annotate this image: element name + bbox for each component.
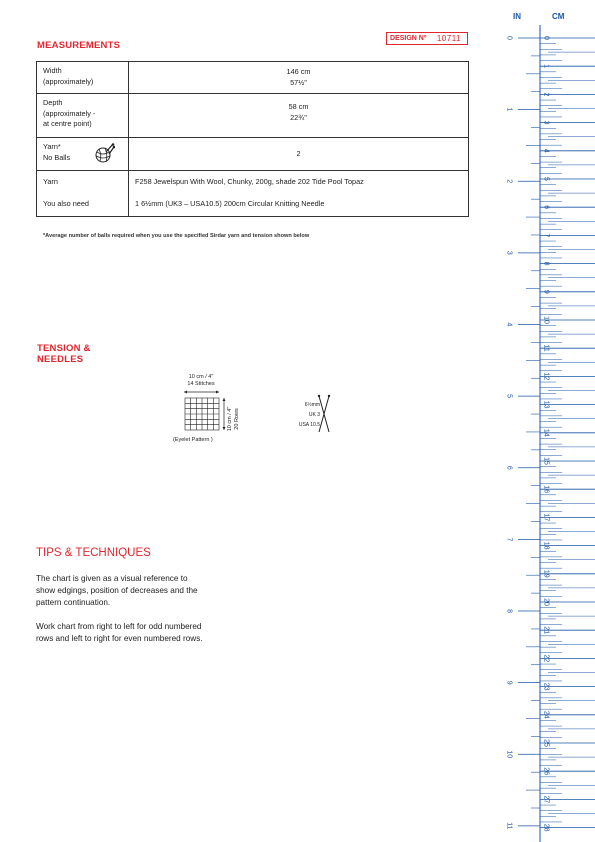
inch-tick-label: 2 <box>505 179 513 184</box>
yarn-footnote: *Average number of balls required when you use the specified Sirdar yarn and tension shown below <box>43 233 310 239</box>
inch-tick-label: 6 <box>505 465 513 470</box>
cm-tick-label: 26 <box>542 767 550 776</box>
cm-tick-label: 23 <box>542 682 550 691</box>
depth-label-line: at centre point) <box>43 119 92 129</box>
cm-tick-label: 17 <box>542 513 550 522</box>
width-label <box>37 62 129 94</box>
measurements-table <box>36 61 469 217</box>
needle-size-uk: UK 3 <box>308 412 320 418</box>
tips-paragraph: The chart is given as a visual reference to show edgings, position of decreases and the pattern continuation. <box>36 574 198 607</box>
cm-tick-label: 11 <box>542 344 550 352</box>
table-row-depth <box>37 94 469 138</box>
depth-value-in: 22¾" <box>290 112 307 122</box>
cm-tick-label: 13 <box>542 400 550 409</box>
cm-tick-label: 24 <box>542 710 550 719</box>
cm-tick-label: 7 <box>542 233 550 238</box>
inch-tick-label: 3 <box>505 250 513 255</box>
inch-tick-label: 0 <box>505 36 513 40</box>
cm-tick-label: 0 <box>542 36 550 40</box>
tension-width-line: 14 Stitches <box>187 381 215 387</box>
tips-paragraph: Work chart from right to left for odd numbered rows and left to right for even numbered rows. <box>36 622 203 643</box>
inch-tick-label: 11 <box>505 822 513 830</box>
yarn-details-value <box>129 171 469 217</box>
cm-tick-label: 21 <box>542 626 550 635</box>
tension-width-line: 10 cm / 4" <box>188 374 214 380</box>
depth-value <box>129 94 469 138</box>
depth-value-cm: 58 cm <box>288 102 309 111</box>
tension-square-diagram <box>183 389 231 435</box>
yarn-balls-label-line: No Balls <box>43 152 71 162</box>
design-label: DESIGN Nº <box>390 35 427 42</box>
inch-tick-label: 9 <box>505 680 513 685</box>
tension-title <box>37 343 91 365</box>
tension-pattern-label: (Eyelet Pattern ) <box>173 437 213 443</box>
needle-size-usa: USA 10.5 <box>298 422 320 428</box>
cm-tick-label: 4 <box>542 148 550 153</box>
cm-tick-label: 3 <box>542 120 550 125</box>
cm-tick-label: 28 <box>542 823 550 832</box>
tension-width-label <box>178 374 224 388</box>
yarn-ball-icon <box>93 143 115 163</box>
tension-height-label <box>227 401 241 437</box>
tension-title-line: NEEDLES <box>37 354 84 365</box>
tips-title: TIPS & TECHNIQUES <box>36 547 151 559</box>
cm-tick-label: 9 <box>542 289 550 294</box>
yarn-details-label <box>37 171 129 217</box>
inch-tick-label: 5 <box>505 394 513 399</box>
tension-height-line: 20 Rows <box>234 408 240 430</box>
cm-tick-label: 10 <box>542 316 550 324</box>
width-value-in: 57½" <box>290 77 307 87</box>
tension-height-line: 10 cm / 4" <box>227 406 233 432</box>
inch-tick-label: 10 <box>505 750 513 759</box>
depth-label-line: (approximately - <box>43 108 96 118</box>
table-row-width <box>37 62 469 94</box>
design-number: 10711 <box>436 34 461 43</box>
cm-tick-label: 2 <box>542 92 550 97</box>
measurements-title: MEASUREMENTS <box>37 40 121 51</box>
cm-tick-label: 8 <box>542 261 550 266</box>
knitting-needles-icon <box>316 394 332 434</box>
width-label-line: (approximately) <box>43 76 94 86</box>
yarn-balls-label-line: Yarn* <box>43 142 61 151</box>
cm-tick-label: 19 <box>542 569 550 578</box>
also-need-label: You also need <box>43 198 89 208</box>
cm-tick-label: 6 <box>542 205 550 210</box>
cm-tick-label: 16 <box>542 485 550 494</box>
needle-size-mm: 6½mm <box>304 402 320 408</box>
cm-tick-label: 20 <box>542 598 550 606</box>
table-row-yarn <box>37 171 469 217</box>
tension-title-line: TENSION & <box>37 343 91 354</box>
depth-label-line: Depth <box>43 98 63 107</box>
width-value-cm: 146 cm <box>286 66 311 76</box>
cm-tick-label: 14 <box>542 428 550 437</box>
cm-tick-label: 1 <box>542 64 550 69</box>
measuring-ruler <box>495 25 595 842</box>
inch-tick-label: 4 <box>505 322 513 327</box>
yarn-label: Yarn <box>43 177 58 186</box>
yarn-balls-value: 2 <box>129 138 469 171</box>
inch-tick-label: 1 <box>505 107 513 112</box>
cm-tick-label: 27 <box>542 795 550 804</box>
table-row-yarn-balls <box>37 138 469 171</box>
also-need-value: 1 6½mm (UK3 – USA10.5) 200cm Circular Knitting Needle <box>135 198 325 208</box>
cm-tick-label: 5 <box>542 177 550 181</box>
cm-tick-label: 22 <box>542 654 550 663</box>
ruler-in-label: IN <box>513 12 521 21</box>
inch-tick-label: 8 <box>505 609 513 613</box>
cm-tick-label: 25 <box>542 739 550 747</box>
cm-tick-label: 18 <box>542 541 550 550</box>
needle-sizes <box>284 400 320 430</box>
width-value <box>129 62 469 94</box>
cm-tick-label: 15 <box>542 457 550 465</box>
cm-tick-label: 12 <box>542 372 550 381</box>
ruler-cm-label: CM <box>552 12 565 21</box>
inch-tick-label: 7 <box>505 537 513 542</box>
depth-label <box>37 94 129 138</box>
yarn-balls-label <box>37 138 129 171</box>
yarn-value: F258 Jewelspun With Wool, Chunky, 200g, shade 202 Tide Pool Topaz <box>135 177 364 186</box>
tips-body <box>36 573 206 645</box>
width-label-line: Width <box>43 66 62 75</box>
design-number-box <box>386 32 468 45</box>
